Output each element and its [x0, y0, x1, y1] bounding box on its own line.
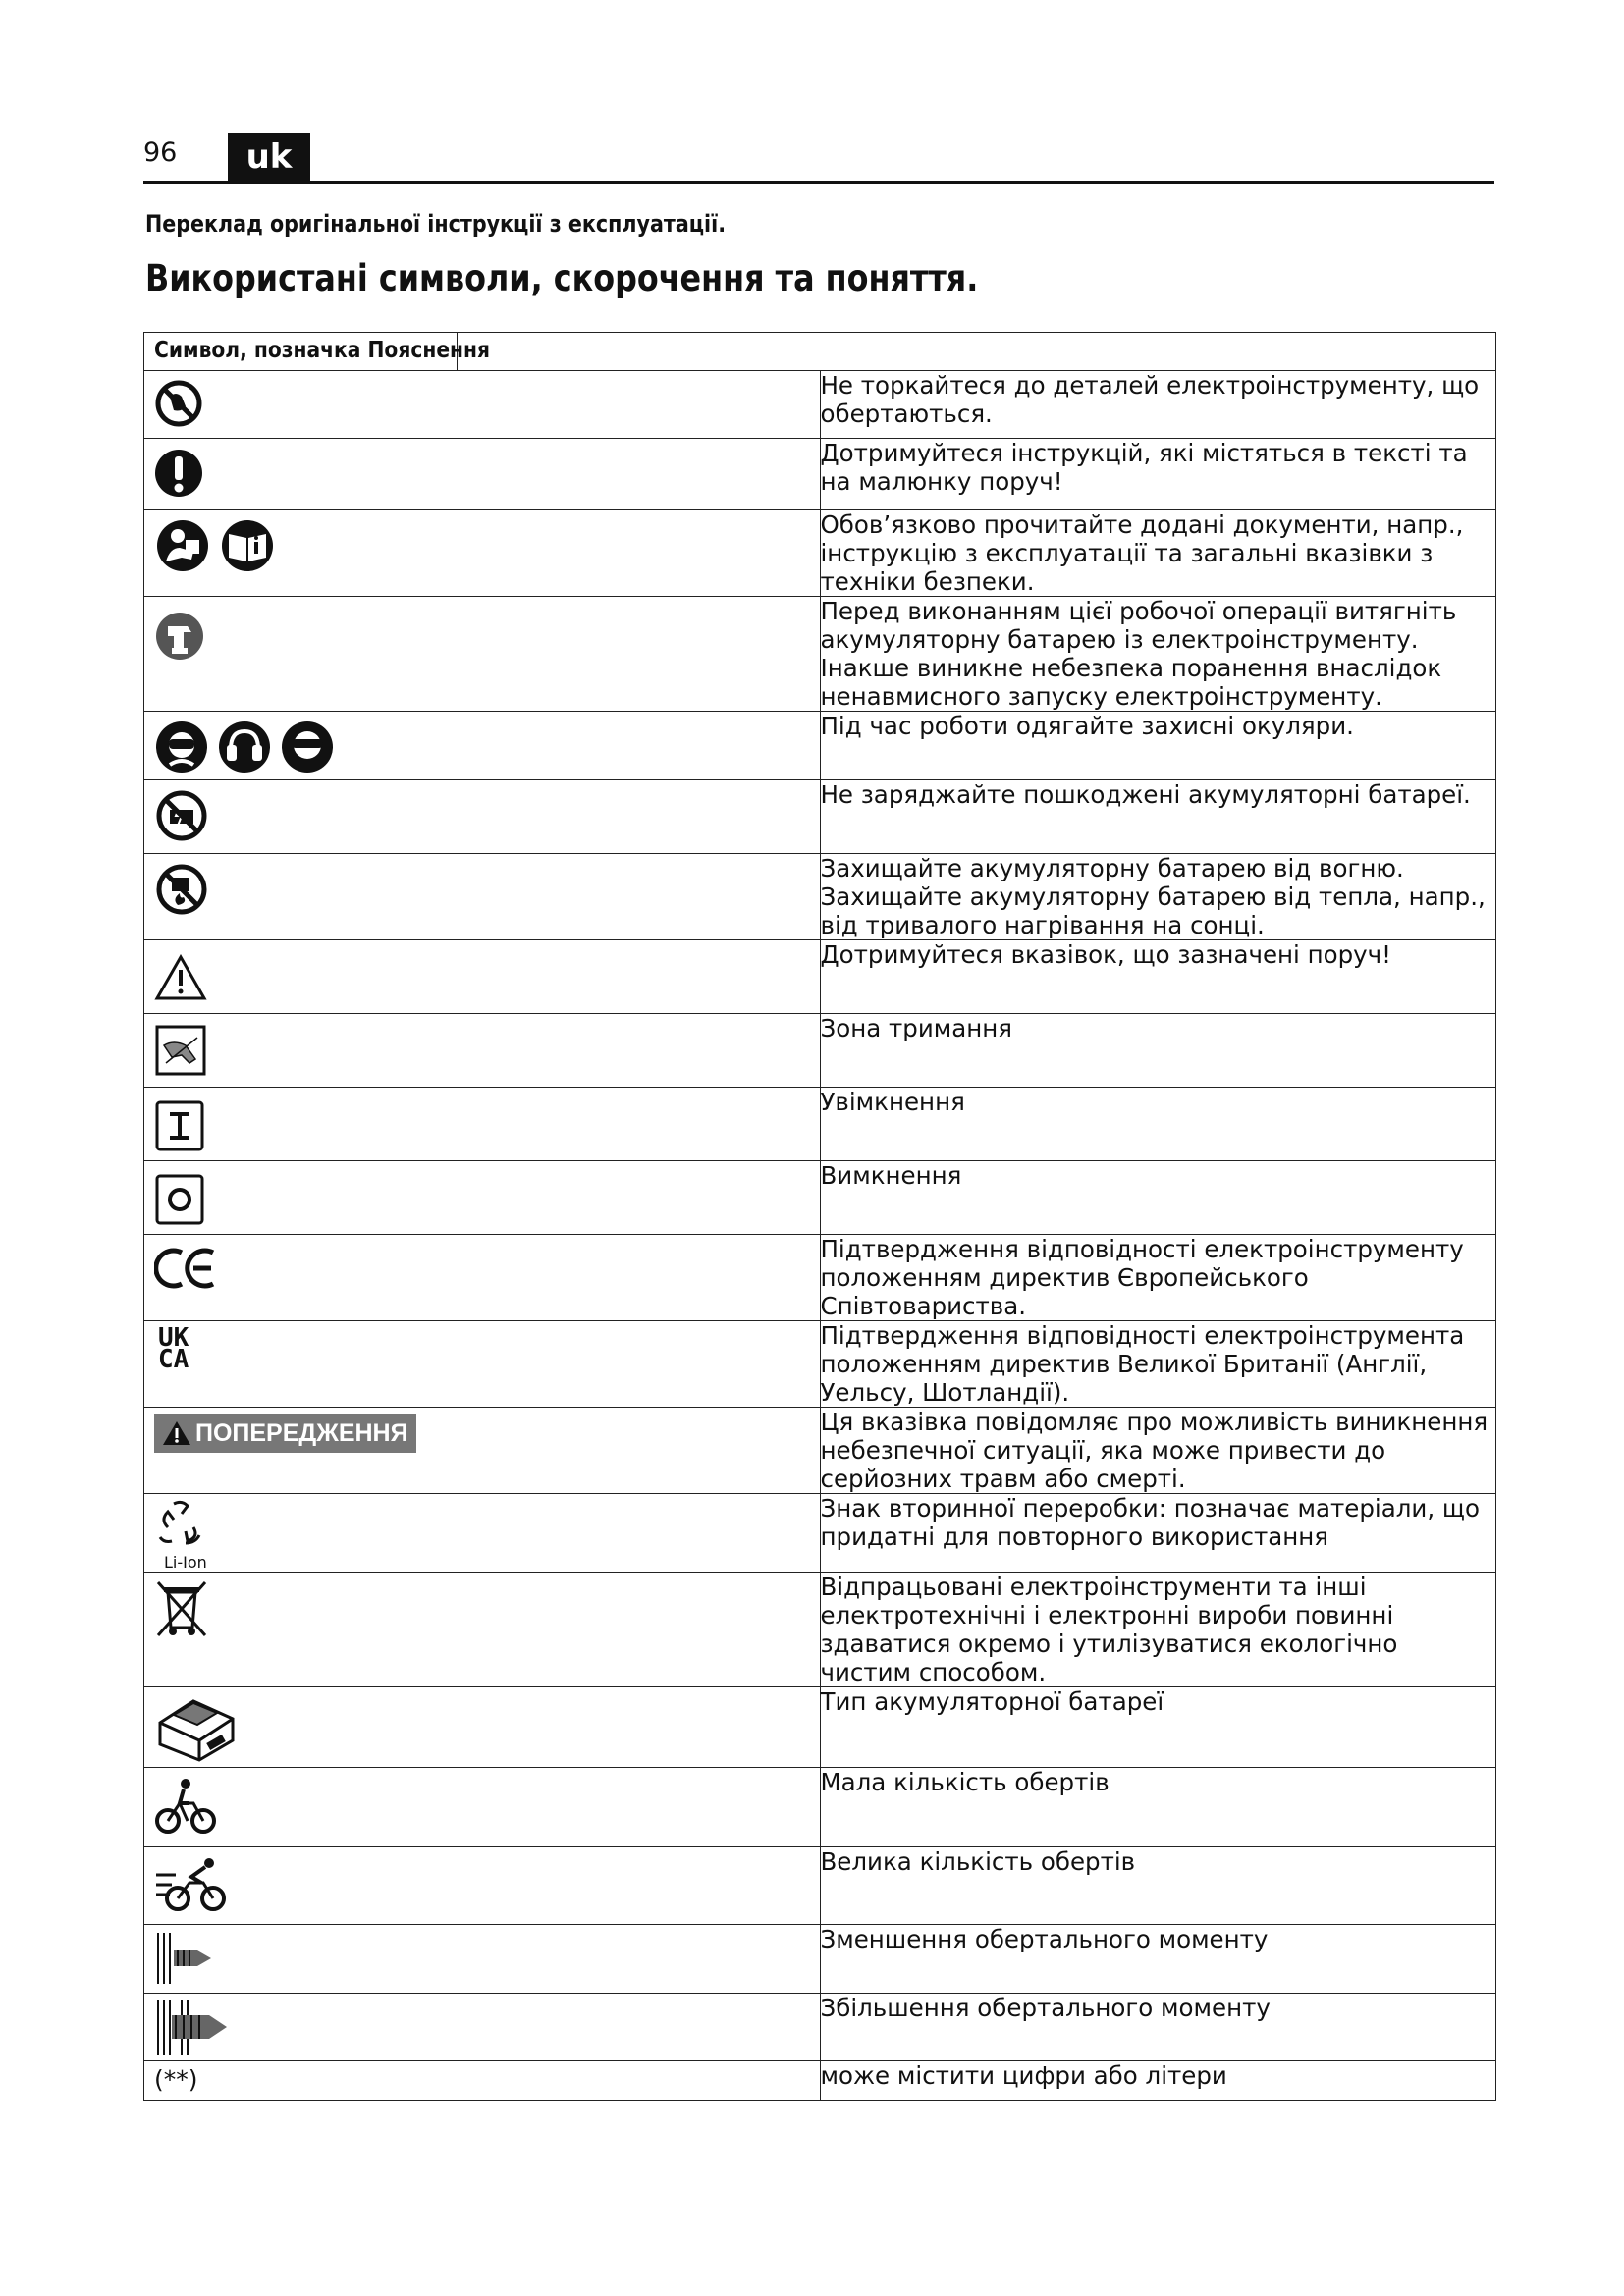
table-row — [144, 1014, 1496, 1088]
symbol-cell — [144, 1014, 821, 1088]
symbol-cell — [144, 940, 821, 1014]
remove-battery-icon — [154, 611, 205, 662]
warning-triangle-icon — [154, 954, 207, 1001]
symbol-cell — [144, 780, 821, 854]
language-badge: uk — [228, 133, 310, 181]
table-row — [144, 1847, 1496, 1925]
explanation-cell — [820, 712, 1496, 780]
power-on-icon — [154, 1099, 205, 1152]
explanation-cell — [820, 780, 1496, 854]
table-header-cell — [144, 333, 1496, 371]
symbol-cell — [144, 597, 821, 712]
explanation-cell — [820, 1847, 1496, 1925]
symbol-cell — [144, 1573, 821, 1687]
explanation-text: Увімкнення — [820, 1088, 965, 1116]
symbol-cell — [144, 1161, 821, 1235]
battery-type-icon — [154, 1693, 239, 1762]
explanation-cell — [820, 597, 1496, 712]
explanation-text: Перед виконанням цієї робочої операції витягніть акумуляторну батарею із електроінструменту. Інакше виникне небезпека поранення внаслідок ненавмисного запуску електроінструменту. — [820, 597, 1457, 711]
liion-label: Li-Ion — [164, 1553, 207, 1572]
symbol-cell — [144, 2061, 821, 2101]
warning-label-text: ПОПЕРЕДЖЕННЯ — [195, 1418, 408, 1447]
explanation-text: Знак вторинної переробки: позначає матеріали, що придатні для повторного використання — [820, 1494, 1480, 1551]
explanation-cell — [820, 371, 1496, 439]
safety-goggles-icon — [280, 720, 335, 774]
symbol-cell — [144, 1494, 821, 1573]
header-rule — [143, 181, 1494, 184]
explanation-cell — [820, 439, 1496, 510]
no-touch-rotating-icon — [154, 379, 203, 428]
torque-increase-icon — [154, 1998, 233, 2056]
explanation-text: Тип акумуляторної батареї — [820, 1687, 1164, 1716]
symbol-cell — [144, 371, 821, 439]
explanation-text: Велика кількість обертів — [820, 1847, 1136, 1876]
explanation-text: Захищайте акумуляторну батарею від вогню. Захищайте акумуляторну батарею від тепла, напр., від тривалого нагрівання на сонці. — [820, 854, 1486, 939]
high-speed-icon — [154, 1855, 229, 1912]
symbol-cell — [144, 1994, 821, 2061]
power-off-icon — [154, 1173, 205, 1226]
symbol-cell — [144, 1847, 821, 1925]
explanation-cell — [820, 1687, 1496, 1768]
table-row — [144, 1494, 1496, 1573]
table-row — [144, 1687, 1496, 1768]
manual-book-icon — [219, 518, 276, 573]
explanation-text: Збільшення обертального моменту — [820, 1994, 1271, 2022]
table-row — [144, 439, 1496, 510]
explanation-cell — [820, 1494, 1496, 1573]
page-number: 96 — [143, 137, 178, 168]
symbol-cell — [144, 854, 821, 940]
placeholder-symbol: (**) — [154, 2065, 198, 2094]
explanation-text: Підтвердження відповідності електроінструменту положенням директив Європейського Співтовариства. — [820, 1235, 1464, 1320]
explanation-cell — [820, 1161, 1496, 1235]
table-row — [144, 371, 1496, 439]
table-row — [144, 597, 1496, 712]
page-title: Використані символи, скорочення та поняття. — [145, 257, 979, 299]
crossed-bin-icon — [154, 1578, 209, 1639]
explanation-text: Не заряджайте пошкоджені акумуляторні батареї. — [820, 780, 1471, 809]
ukca-mark-icon: UK CA — [158, 1323, 189, 1374]
table-row — [144, 1925, 1496, 1994]
explanation-text: Під час роботи одягайте захисні окуляри. — [820, 712, 1354, 740]
table-header-label — [154, 338, 490, 363]
symbol-cell — [144, 1235, 821, 1321]
explanation-cell — [820, 510, 1496, 597]
explanation-cell — [820, 1014, 1496, 1088]
explanation-cell — [820, 1768, 1496, 1847]
symbol-cell — [144, 510, 821, 597]
table-row — [144, 1235, 1496, 1321]
explanation-cell — [820, 1573, 1496, 1687]
explanation-cell — [820, 1321, 1496, 1408]
warning-triangle-small-icon — [162, 1420, 191, 1446]
symbol-cell — [144, 1687, 821, 1768]
symbols-table — [143, 332, 1496, 2101]
table-row — [144, 1768, 1496, 1847]
table-row — [144, 712, 1496, 780]
explanation-text: може містити цифри або літери — [820, 2061, 1227, 2090]
grip-zone-icon — [154, 1024, 207, 1077]
explanation-cell — [820, 940, 1496, 1014]
explanation-text: Дотримуйтеся інструкцій, які містяться в тексті та на малюнку поруч! — [820, 439, 1468, 496]
explanation-text: Відпрацьовані електроінструменти та інші електротехнічні і електронні вироби повинні здаватися окремо і утилізуватися екологічно чистим способом. — [820, 1573, 1398, 1686]
table-row — [144, 1321, 1496, 1408]
face-protection-icon — [154, 720, 209, 774]
explanation-text: Мала кількість обертів — [820, 1768, 1110, 1796]
explanation-cell — [820, 854, 1496, 940]
explanation-text: Вимкнення — [820, 1161, 962, 1190]
explanation-text: Не торкайтеся до деталей електроінструменту, що обертаються. — [820, 371, 1480, 428]
explanation-cell — [820, 1925, 1496, 1994]
column-header-explanation: Пояснення — [367, 338, 491, 363]
document-subtitle: Переклад оригінальної інструкції з експлуатації. — [145, 210, 727, 238]
recycling-liion-icon — [154, 1500, 207, 1547]
symbol-cell — [144, 1321, 821, 1408]
symbol-cell — [144, 712, 821, 780]
explanation-text: Дотримуйтеся вказівок, що зазначені поруч! — [820, 940, 1391, 969]
symbol-cell — [144, 439, 821, 510]
symbol-cell — [144, 1925, 821, 1994]
explanation-cell — [820, 2061, 1496, 2101]
table-row — [144, 854, 1496, 940]
explanation-text: Зона тримання — [820, 1014, 1013, 1042]
explanation-cell — [820, 1088, 1496, 1161]
table-row — [144, 1408, 1496, 1494]
explanation-cell — [820, 1235, 1496, 1321]
warning-label-icon — [154, 1414, 416, 1453]
hearing-protection-icon — [217, 720, 272, 774]
read-manual-icon — [154, 518, 211, 573]
explanation-cell — [820, 1994, 1496, 2061]
column-header-symbol: Символ, позначка — [154, 338, 361, 363]
explanation-text: Ця вказівка повідомляє про можливість виникнення небезпечної ситуації, яка може привести до серйозних травм або смерті. — [820, 1408, 1489, 1493]
explanation-cell — [820, 1408, 1496, 1494]
symbol-cell — [144, 1088, 821, 1161]
torque-decrease-icon — [154, 1931, 217, 1986]
symbol-cell — [144, 1768, 821, 1847]
exclamation-icon — [154, 447, 203, 500]
table-row — [144, 780, 1496, 854]
table-header-row — [144, 333, 1496, 371]
explanation-text: Зменшення обертального моменту — [820, 1925, 1269, 1953]
explanation-text: Підтвердження відповідності електроінструмента положенням директив Великої Британії (Англії, Уельсу, Шотландії). — [820, 1321, 1465, 1407]
table-row — [144, 510, 1496, 597]
explanation-text: Обов’язково прочитайте додані документи, напр., інструкцію з експлуатації та загальні вказівки з техніки безпеки. — [820, 510, 1464, 596]
table-row — [144, 1161, 1496, 1235]
symbol-cell — [144, 1408, 821, 1494]
low-speed-icon — [154, 1776, 217, 1837]
ce-mark-icon — [154, 1247, 217, 1290]
no-charge-damaged-battery-icon — [154, 788, 209, 843]
table-row — [144, 1994, 1496, 2061]
table-row — [144, 1088, 1496, 1161]
table-row — [144, 2061, 1496, 2101]
table-row — [144, 940, 1496, 1014]
table-row — [144, 1573, 1496, 1687]
no-fire-battery-icon — [154, 862, 209, 917]
